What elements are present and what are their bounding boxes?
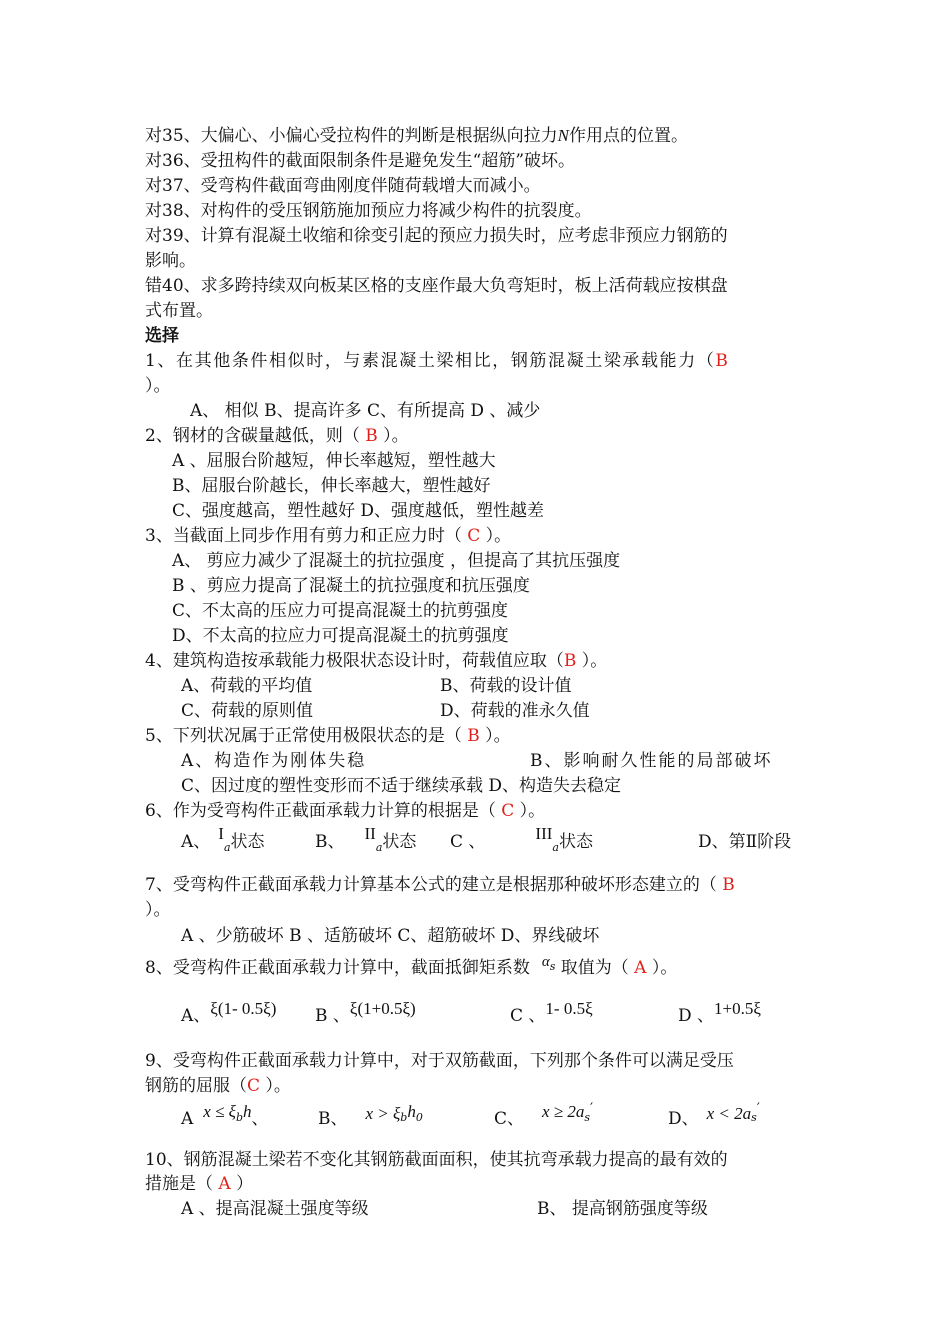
alpha-s-symbol: α <box>541 954 550 970</box>
question-8: 8、受弯构件正截面承载力计算中，截面抵御矩系数 $\alpha_s$ 取值为（ A ）。 <box>145 954 678 978</box>
answer-3: C <box>467 526 481 546</box>
question-6: 6、作为受弯构件正截面承载力计算的根据是（ C ）。 <box>145 801 546 821</box>
question-3-option-b: B 、剪应力提高了混凝土的抗拉强度和抗压强度 <box>172 576 530 596</box>
question-3-option-c: C、不太高的压应力可提高混凝土的抗剪强度 <box>172 601 509 621</box>
answer-7: B <box>722 875 735 895</box>
question-1-options: A、 相似 B、提高许多 C、有所提高 D 、减少 <box>190 401 541 421</box>
question-6-option-d: D、第Ⅱ阶段 <box>698 832 792 852</box>
question-5-option-a: A、构造作为刚体失稳 <box>181 751 367 771</box>
question-8-option-d: D 、1+0.5ξ <box>678 999 761 1026</box>
question-8-option-b: B 、ξ(1+0.5ξ) <box>315 999 416 1026</box>
question-9-cont: 钢筋的屈服（C ）。 <box>145 1076 291 1096</box>
question-6-option-a: A、 $I_a$状态 <box>181 824 265 854</box>
question-9: 9、受弯构件正截面承载力计算中，对于双筋截面，下列那个条件可以满足受压 <box>145 1051 734 1071</box>
answer-8: A <box>634 958 647 978</box>
question-7-close: ）。 <box>145 900 171 920</box>
question-4: 4、建筑构造按承载能力极限状态设计时，荷载值应取（B ）。 <box>145 651 608 671</box>
question-9-option-a: A $x \le \xi_bh$、 <box>181 1102 269 1129</box>
tf-item-39: 对39、计算有混凝土收缩和徐变引起的预应力损失时，应考虑非预应力钢筋的 <box>145 226 728 246</box>
question-3-option-a: A、 剪应力减少了混凝土的抗拉强度 ，但提高了其抗压强度 <box>172 551 621 571</box>
question-2-option-cd: C、强度越高，塑性越好 D、强度越低，塑性越差 <box>172 501 545 521</box>
question-2-option-b: B、屈服台阶越长，伸长率越大，塑性越好 <box>172 476 491 496</box>
answer-4: B <box>563 651 577 671</box>
answer-9: C <box>247 1076 261 1096</box>
tf-item-36: 对36、受扭构件的截面限制条件是避免发生“超筋”破坏。 <box>145 151 576 171</box>
question-2-option-a: A 、屈服台阶越短，伸长率越短，塑性越大 <box>172 451 496 471</box>
question-3-option-d: D、不太高的拉应力可提高混凝土的抗剪强度 <box>172 626 509 646</box>
question-4-option-d: D、荷载的准永久值 <box>440 701 590 721</box>
question-5-option-cd: C、因过度的塑性变形而不适于继续承载 D、构造失去稳定 <box>181 776 622 796</box>
question-6-option-b: B、 $II_a$状态 <box>315 824 417 854</box>
question-1-close: ）。 <box>145 376 171 396</box>
tf-item-37: 对37、受弯构件截面弯曲刚度伴随荷载增大而减小。 <box>145 176 541 196</box>
question-7: 7、受弯构件正截面承载力计算基本公式的建立是根据那种破坏形态建立的（ B <box>145 875 735 895</box>
answer-6: C <box>501 801 515 821</box>
question-6-option-c: C 、 $III_a$状态 <box>450 824 593 854</box>
question-2: 2、钢材的含碳量越低，则（ B ）。 <box>145 426 409 446</box>
question-4-option-c: C、荷载的原则值 <box>181 701 314 721</box>
answer-5: B <box>467 726 480 746</box>
question-5-option-b: B、影响耐久性能的局部破坏 <box>530 751 773 771</box>
tf-item-40-cont: 式布置。 <box>145 301 213 321</box>
question-7-options: A 、少筋破坏 B 、适筋破坏 C、超筋破坏 D、界线破坏 <box>181 926 600 946</box>
question-8-option-a: A、ξ(1- 0.5ξ) <box>181 999 277 1026</box>
question-10-option-a: A 、提高混凝土强度等级 <box>181 1199 369 1219</box>
tf-item-35: 对35、大偏心、小偏心受拉构件的判断是根据纵向拉力N作用点的位置。 <box>145 126 688 146</box>
tf-item-40: 错40、求多跨持续双向板某区格的支座作最大负弯矩时，板上活荷载应按棋盘 <box>145 276 728 296</box>
section-title: 选择 <box>145 326 179 346</box>
question-4-option-a: A、荷载的平均值 <box>181 676 313 696</box>
question-10: 10、钢筋混凝土梁若不变化其钢筋截面面积，使其抗弯承载力提高的最有效的 <box>145 1150 728 1170</box>
tf-item-38: 对38、对构件的受压钢筋施加预应力将减少构件的抗裂度。 <box>145 201 592 221</box>
question-10-cont: 措施是（ A ） <box>145 1174 254 1194</box>
question-3: 3、当截面上同步作用有剪力和正应力时（ C ）。 <box>145 526 512 546</box>
question-8-option-c: C 、1- 0.5ξ <box>510 999 593 1026</box>
question-9-option-b: B、 $x > \xi_bh_0$ <box>318 1102 423 1129</box>
question-9-option-c: C、 $x \ge 2a_s'$ <box>494 1101 594 1129</box>
answer-10: A <box>218 1174 231 1194</box>
answer-2: B <box>365 426 378 446</box>
question-4-option-b: B、荷载的设计值 <box>440 676 572 696</box>
tf-item-39-cont: 影响。 <box>145 251 196 271</box>
question-5: 5、下列状况属于正常使用极限状态的是（ B ）。 <box>145 726 511 746</box>
question-10-option-b: B、 提高钢筋强度等级 <box>537 1199 708 1219</box>
question-1: 1、在其他条件相似时，与素混凝土梁相比，钢筋混凝土梁承载能力（B <box>145 351 730 371</box>
answer-1: B <box>715 351 730 371</box>
question-9-option-d: D、 $x < 2a_s'$ <box>668 1101 760 1129</box>
